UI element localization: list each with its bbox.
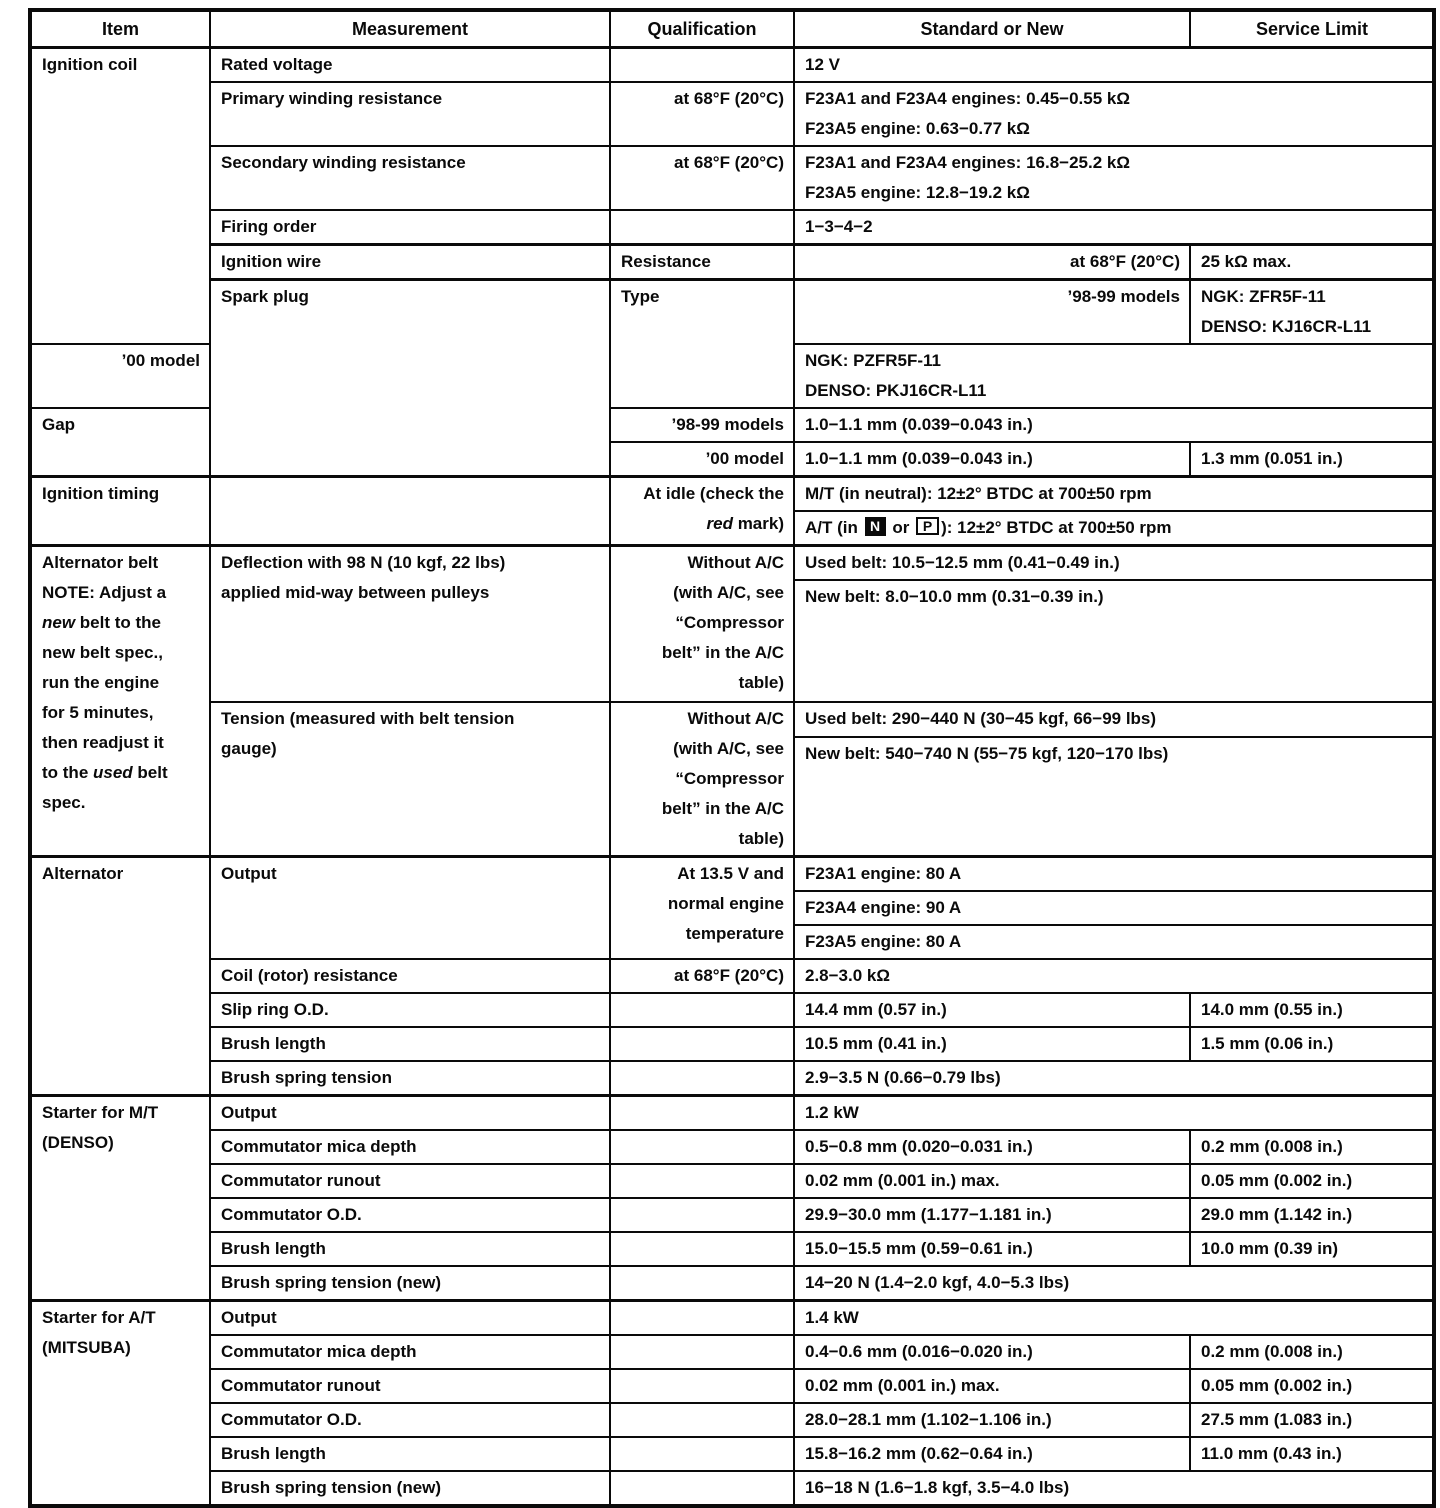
cell-standard-or-new xyxy=(794,442,1190,477)
cell-text-line: 0.05 mm (0.002 in.) xyxy=(1201,1376,1353,1395)
cell-text-line: Brush spring tension (new) xyxy=(221,1273,442,1292)
table-header-row xyxy=(30,10,1434,48)
cell-qualification xyxy=(610,210,794,245)
cell-measurement xyxy=(210,210,610,245)
cell-item xyxy=(210,245,610,280)
cell-item xyxy=(30,1301,210,1507)
cell-text-line: 1.5 mm (0.06 in.) xyxy=(1201,1034,1334,1053)
cell-text-line: ’98-99 models xyxy=(1067,287,1180,306)
cell-text-line: Output xyxy=(221,864,277,883)
table-row xyxy=(30,210,1434,245)
cell-text-line: (MITSUBA) xyxy=(42,1338,131,1357)
cell-text-line: New belt: 8.0−10.0 mm (0.31−0.39 in.) xyxy=(805,587,1104,606)
cell-service-limit xyxy=(1190,1198,1434,1232)
column-header-qualification: Qualification xyxy=(610,10,794,48)
cell-service-limit xyxy=(1190,1232,1434,1266)
cell-text-line: (with A/C, see xyxy=(673,583,784,602)
cell-standard-or-new xyxy=(794,546,1434,581)
cell-measurement xyxy=(210,1471,610,1506)
emphasized-text: used xyxy=(93,763,133,782)
table-row xyxy=(30,245,1434,280)
cell-text-line: Commutator O.D. xyxy=(221,1410,362,1429)
cell-text-line: 27.5 mm (1.083 in.) xyxy=(1201,1410,1353,1429)
cell-qualification xyxy=(610,408,794,442)
column-header-standard-or-new: Standard or New xyxy=(794,10,1190,48)
cell-measurement xyxy=(210,702,610,857)
cell-standard-or-new xyxy=(1190,245,1434,280)
cell-qualification xyxy=(610,1403,794,1437)
cell-standard-or-new xyxy=(794,1471,1434,1506)
cell-standard-or-new xyxy=(794,1061,1434,1096)
cell-text-line: 14.4 mm (0.57 in.) xyxy=(805,1000,947,1019)
cell-text-line: Commutator runout xyxy=(221,1171,381,1190)
cell-standard-or-new xyxy=(794,511,1434,546)
cell-text-line: 1.0−1.1 mm (0.039−0.043 in.) xyxy=(805,415,1033,434)
cell-standard-or-new xyxy=(794,408,1434,442)
cell-text-line: at 68°F (20°C) xyxy=(1070,252,1180,271)
cell-text-line: 29.9−30.0 mm (1.177−1.181 in.) xyxy=(805,1205,1052,1224)
cell-item xyxy=(30,477,210,546)
cell-text-line: Commutator mica depth xyxy=(221,1137,417,1156)
cell-text-line: ’00 model xyxy=(121,351,200,370)
table-row xyxy=(30,477,1434,512)
cell-text-line: 0.2 mm (0.008 in.) xyxy=(1201,1342,1343,1361)
cell-text-line: 15.0−15.5 mm (0.59−0.61 in.) xyxy=(805,1239,1033,1258)
cell-text-line: gauge) xyxy=(221,739,277,758)
table-row xyxy=(30,1096,1434,1131)
cell-item xyxy=(30,1096,210,1301)
cell-measurement xyxy=(610,245,794,280)
electrical-specifications-table xyxy=(28,8,1436,1508)
cell-text-line: red mark) xyxy=(706,514,784,533)
cell-text-line: ’00 model xyxy=(705,449,784,468)
cell-measurement xyxy=(210,1301,610,1336)
cell-measurement xyxy=(210,1027,610,1061)
cell-service-limit xyxy=(1190,1403,1434,1437)
cell-text-line: Output xyxy=(221,1103,277,1122)
cell-text-line: Firing order xyxy=(221,217,317,236)
cell-text-line: 0.05 mm (0.002 in.) xyxy=(1201,1171,1353,1190)
cell-text-line: then readjust it xyxy=(42,733,164,752)
cell-text-line: run the engine xyxy=(42,673,160,692)
table-row xyxy=(30,146,1434,210)
table-row xyxy=(30,1403,1434,1437)
cell-standard-or-new xyxy=(794,477,1434,512)
cell-text-line: Ignition coil xyxy=(42,55,138,74)
cell-measurement xyxy=(210,1437,610,1471)
cell-service-limit xyxy=(1190,442,1434,477)
cell-measurement xyxy=(210,1232,610,1266)
column-header-service-limit: Service Limit xyxy=(1190,10,1434,48)
cell-text-line: 16−18 N (1.6−1.8 kgf, 3.5−4.0 lbs) xyxy=(805,1478,1070,1497)
cell-text-line: belt” in the A/C xyxy=(661,799,784,818)
cell-text-line: Without A/C xyxy=(687,709,784,728)
emphasized-text: red xyxy=(706,514,733,533)
cell-qualification xyxy=(794,245,1190,280)
cell-text-line: Alternator belt xyxy=(42,553,159,572)
cell-measurement xyxy=(210,477,610,546)
cell-text-line: Rated voltage xyxy=(221,55,333,74)
cell-text-line: M/T (in neutral): 12±2° BTDC at 700±50 rpm xyxy=(805,484,1152,503)
cell-standard-or-new xyxy=(794,580,1434,702)
cell-standard-or-new xyxy=(794,48,1434,83)
cell-text-line: applied mid-way between pulleys xyxy=(221,583,490,602)
cell-text-line: 0.4−0.6 mm (0.016−0.020 in.) xyxy=(805,1342,1033,1361)
cell-service-limit xyxy=(1190,1164,1434,1198)
cell-text-line: Brush length xyxy=(221,1034,326,1053)
cell-text-line: 2.9−3.5 N (0.66−0.79 lbs) xyxy=(805,1068,1001,1087)
cell-text-line: temperature xyxy=(685,924,784,943)
cell-text-line: 10.0 mm (0.39 in) xyxy=(1201,1239,1339,1258)
cell-text-line: Tension (measured with belt tension xyxy=(221,709,515,728)
cell-qualification xyxy=(610,959,794,993)
cell-text-line: F23A5 engine: 12.8−19.2 kΩ xyxy=(805,183,1030,202)
cell-qualification xyxy=(610,1130,794,1164)
cell-text-line: new belt to the xyxy=(42,613,162,632)
table-row xyxy=(30,1198,1434,1232)
cell-standard-or-new xyxy=(794,1369,1190,1403)
cell-text-line: A/T (in N or P ): 12±2° BTDC at 700±50 rpm xyxy=(805,518,1172,537)
column-header-measurement: Measurement xyxy=(210,10,610,48)
cell-text-line: Brush spring tension (new) xyxy=(221,1478,442,1497)
cell-qualification xyxy=(610,857,794,960)
cell-standard-or-new xyxy=(794,737,1434,857)
cell-service-limit xyxy=(1190,1437,1434,1471)
gear-indicator-p: P xyxy=(916,517,939,535)
cell-standard-or-new xyxy=(794,146,1434,210)
cell-text-line: F23A5 engine: 80 A xyxy=(805,932,962,951)
cell-qualification xyxy=(610,48,794,83)
cell-text-line: (with A/C, see xyxy=(673,739,784,758)
cell-text-line: “Compressor xyxy=(675,613,784,632)
cell-measurement xyxy=(210,1130,610,1164)
cell-standard-or-new xyxy=(794,891,1434,925)
cell-text-line: 10.5 mm (0.41 in.) xyxy=(805,1034,947,1053)
cell-text-line: Primary winding resistance xyxy=(221,89,443,108)
cell-text-line: 1.4 kW xyxy=(805,1308,859,1327)
table-row xyxy=(30,1471,1434,1506)
cell-service-limit xyxy=(1190,1369,1434,1403)
cell-standard-or-new xyxy=(794,1437,1190,1471)
table-row xyxy=(30,1369,1434,1403)
cell-measurement xyxy=(210,146,610,210)
cell-text-line: Resistance xyxy=(621,252,711,271)
cell-text-line: NGK: ZFR5F-11 xyxy=(1201,287,1326,306)
gear-indicator-n: N xyxy=(865,517,886,536)
cell-text-line: Ignition timing xyxy=(42,484,160,503)
cell-text-line: Type xyxy=(621,287,660,306)
cell-text-line: At 13.5 V and xyxy=(677,864,784,883)
cell-item xyxy=(210,280,610,477)
cell-text-line: at 68°F (20°C) xyxy=(674,153,784,172)
cell-text-line: Commutator mica depth xyxy=(221,1342,417,1361)
cell-item xyxy=(30,48,210,345)
cell-standard-or-new xyxy=(794,82,1434,146)
cell-text-line: at 68°F (20°C) xyxy=(674,966,784,985)
cell-text-line: 25 kΩ max. xyxy=(1201,252,1292,271)
cell-text-line: table) xyxy=(738,829,784,848)
cell-text-line: 0.02 mm (0.001 in.) max. xyxy=(805,1376,1000,1395)
cell-text-line: Starter for M/T xyxy=(42,1103,159,1122)
cell-text-line: 14.0 mm (0.55 in.) xyxy=(1201,1000,1343,1019)
cell-qualification xyxy=(610,1437,794,1471)
cell-standard-or-new xyxy=(794,1232,1190,1266)
cell-text-line: 14−20 N (1.4−2.0 kgf, 4.0−5.3 lbs) xyxy=(805,1273,1070,1292)
cell-text-line: Commutator O.D. xyxy=(221,1205,362,1224)
cell-service-limit xyxy=(1190,1027,1434,1061)
cell-measurement xyxy=(210,1369,610,1403)
cell-standard-or-new xyxy=(794,1130,1190,1164)
cell-qualification xyxy=(610,82,794,146)
cell-standard-or-new xyxy=(794,702,1434,737)
table-row xyxy=(30,1232,1434,1266)
cell-measurement xyxy=(210,959,610,993)
cell-text-line: to the used belt xyxy=(42,763,168,782)
cell-text-line: 15.8−16.2 mm (0.62−0.64 in.) xyxy=(805,1444,1033,1463)
cell-standard-or-new xyxy=(794,1301,1434,1336)
cell-text-line: NOTE: Adjust a xyxy=(42,583,167,602)
cell-standard-or-new xyxy=(794,344,1434,408)
cell-text-line: F23A5 engine: 0.63−0.77 kΩ xyxy=(805,119,1030,138)
cell-text-line: Gap xyxy=(42,415,76,434)
cell-measurement xyxy=(210,857,610,960)
cell-text-line: New belt: 540−740 N (55−75 kgf, 120−170 lbs) xyxy=(805,743,1169,763)
cell-measurement xyxy=(210,1403,610,1437)
cell-text-line: DENSO: KJ16CR-L11 xyxy=(1201,317,1372,336)
table-row xyxy=(30,82,1434,146)
cell-text-line: 0.2 mm (0.008 in.) xyxy=(1201,1137,1343,1156)
table-row xyxy=(30,1164,1434,1198)
cell-item xyxy=(30,546,210,857)
table-row xyxy=(30,1335,1434,1369)
cell-text-line: Used belt: 290−440 N (30−45 kgf, 66−99 lbs) xyxy=(805,709,1157,728)
cell-qualification xyxy=(610,1027,794,1061)
cell-text-line: 0.5−0.8 mm (0.020−0.031 in.) xyxy=(805,1137,1033,1156)
cell-qualification xyxy=(610,1301,794,1336)
cell-measurement xyxy=(210,1266,610,1301)
cell-measurement xyxy=(210,1335,610,1369)
cell-text-line: 11.0 mm (0.43 in.) xyxy=(1201,1444,1342,1463)
cell-qualification xyxy=(610,1335,794,1369)
cell-standard-or-new xyxy=(794,1403,1190,1437)
cell-standard-or-new xyxy=(794,959,1434,993)
cell-qualification xyxy=(610,1232,794,1266)
cell-qualification xyxy=(794,280,1190,345)
cell-text-line: Commutator runout xyxy=(221,1376,381,1395)
cell-qualification xyxy=(610,546,794,703)
table-row xyxy=(30,1437,1434,1471)
cell-text-line: at 68°F (20°C) xyxy=(674,89,784,108)
cell-standard-or-new xyxy=(794,1096,1434,1131)
cell-standard-or-new xyxy=(794,1198,1190,1232)
cell-text-line: 1−3−4−2 xyxy=(805,217,873,236)
cell-service-limit xyxy=(1190,993,1434,1027)
cell-qualification xyxy=(610,1164,794,1198)
table-row xyxy=(30,1027,1434,1061)
cell-measurement xyxy=(210,1164,610,1198)
cell-qualification xyxy=(610,1096,794,1131)
cell-qualification xyxy=(610,1061,794,1096)
cell-qualification xyxy=(610,442,794,477)
table-row xyxy=(30,48,1434,83)
emphasized-text: new xyxy=(42,613,76,632)
cell-text-line: normal engine xyxy=(667,894,784,913)
cell-text-line: F23A1 and F23A4 engines: 0.45−0.55 kΩ xyxy=(805,89,1130,108)
cell-text-line: Spark plug xyxy=(221,287,309,306)
cell-text-line: (DENSO) xyxy=(42,1133,114,1152)
cell-text-line: Used belt: 10.5−12.5 mm (0.41−0.49 in.) xyxy=(805,553,1120,572)
cell-text-line: table) xyxy=(738,673,784,692)
table-row xyxy=(30,1061,1434,1096)
cell-standard-or-new xyxy=(794,1335,1190,1369)
cell-measurement xyxy=(610,280,794,409)
cell-text-line: F23A1 engine: 80 A xyxy=(805,864,962,883)
cell-item xyxy=(30,857,210,1096)
cell-standard-or-new xyxy=(794,1266,1434,1301)
cell-standard-or-new xyxy=(794,210,1434,245)
cell-qualification xyxy=(610,146,794,210)
cell-text-line: Deflection with 98 N (10 kgf, 22 lbs) xyxy=(221,553,506,572)
cell-text-line: spec. xyxy=(42,793,86,812)
cell-text-line: At idle (check the xyxy=(643,484,784,503)
cell-standard-or-new xyxy=(794,925,1434,959)
cell-text-line: F23A1 and F23A4 engines: 16.8−25.2 kΩ xyxy=(805,153,1130,172)
cell-text-line: 12 V xyxy=(805,55,840,74)
cell-qualification xyxy=(30,344,210,408)
cell-standard-or-new xyxy=(794,857,1434,892)
cell-qualification xyxy=(610,1471,794,1506)
cell-service-limit xyxy=(1190,1335,1434,1369)
cell-text-line: Output xyxy=(221,1308,277,1327)
table-row xyxy=(30,280,1434,345)
cell-text-line: 1.3 mm (0.051 in.) xyxy=(1201,449,1343,468)
column-header-item: Item xyxy=(30,10,210,48)
cell-measurement xyxy=(210,546,610,703)
cell-text-line: 1.0−1.1 mm (0.039−0.043 in.) xyxy=(805,449,1033,468)
cell-text-line: Starter for A/T xyxy=(42,1308,156,1327)
cell-text-line: 2.8−3.0 kΩ xyxy=(805,966,890,985)
cell-standard-or-new xyxy=(1190,280,1434,345)
cell-qualification xyxy=(610,477,794,546)
cell-measurement xyxy=(210,82,610,146)
cell-standard-or-new xyxy=(794,1027,1190,1061)
cell-text-line: “Compressor xyxy=(675,769,784,788)
cell-text-line: new belt spec., xyxy=(42,643,163,662)
cell-qualification xyxy=(610,993,794,1027)
cell-measurement xyxy=(210,993,610,1027)
cell-text-line: Secondary winding resistance xyxy=(221,153,466,172)
cell-text-line: Brush spring tension xyxy=(221,1068,392,1087)
cell-measurement xyxy=(210,1198,610,1232)
table-row xyxy=(30,993,1434,1027)
cell-text-line: NGK: PZFR5F-11 xyxy=(805,351,942,370)
cell-measurement xyxy=(210,1096,610,1131)
cell-text-line: for 5 minutes, xyxy=(42,703,154,722)
table-row xyxy=(30,1301,1434,1336)
cell-standard-or-new xyxy=(794,1164,1190,1198)
cell-text-line: Brush length xyxy=(221,1444,326,1463)
cell-qualification xyxy=(610,702,794,857)
cell-measurement xyxy=(210,48,610,83)
cell-text-line: 0.02 mm (0.001 in.) max. xyxy=(805,1171,1000,1190)
cell-text-line: F23A4 engine: 90 A xyxy=(805,898,962,917)
table-row xyxy=(30,959,1434,993)
cell-text-line: DENSO: PKJ16CR-L11 xyxy=(805,381,987,400)
cell-qualification xyxy=(610,1369,794,1403)
table-row xyxy=(30,546,1434,581)
table-row xyxy=(30,857,1434,892)
table-row xyxy=(30,1130,1434,1164)
cell-text-line: ’98-99 models xyxy=(671,415,784,434)
cell-measurement xyxy=(30,408,210,477)
cell-qualification xyxy=(610,1266,794,1301)
cell-text-line: 28.0−28.1 mm (1.102−1.106 in.) xyxy=(805,1410,1052,1429)
cell-standard-or-new xyxy=(794,993,1190,1027)
cell-text-line: Alternator xyxy=(42,864,124,883)
cell-text-line: Slip ring O.D. xyxy=(221,1000,329,1019)
cell-qualification xyxy=(610,1198,794,1232)
cell-text-line: Without A/C xyxy=(687,553,784,572)
cell-text-line: Brush length xyxy=(221,1239,326,1258)
cell-text-line: 1.2 kW xyxy=(805,1103,859,1122)
cell-text-line: belt” in the A/C xyxy=(661,643,784,662)
cell-text-line: Ignition wire xyxy=(221,252,322,271)
cell-measurement xyxy=(210,1061,610,1096)
cell-service-limit xyxy=(1190,1130,1434,1164)
table-row xyxy=(30,702,1434,737)
cell-text-line: Coil (rotor) resistance xyxy=(221,966,398,985)
cell-text-line: 29.0 mm (1.142 in.) xyxy=(1201,1205,1353,1224)
table-row xyxy=(30,1266,1434,1301)
